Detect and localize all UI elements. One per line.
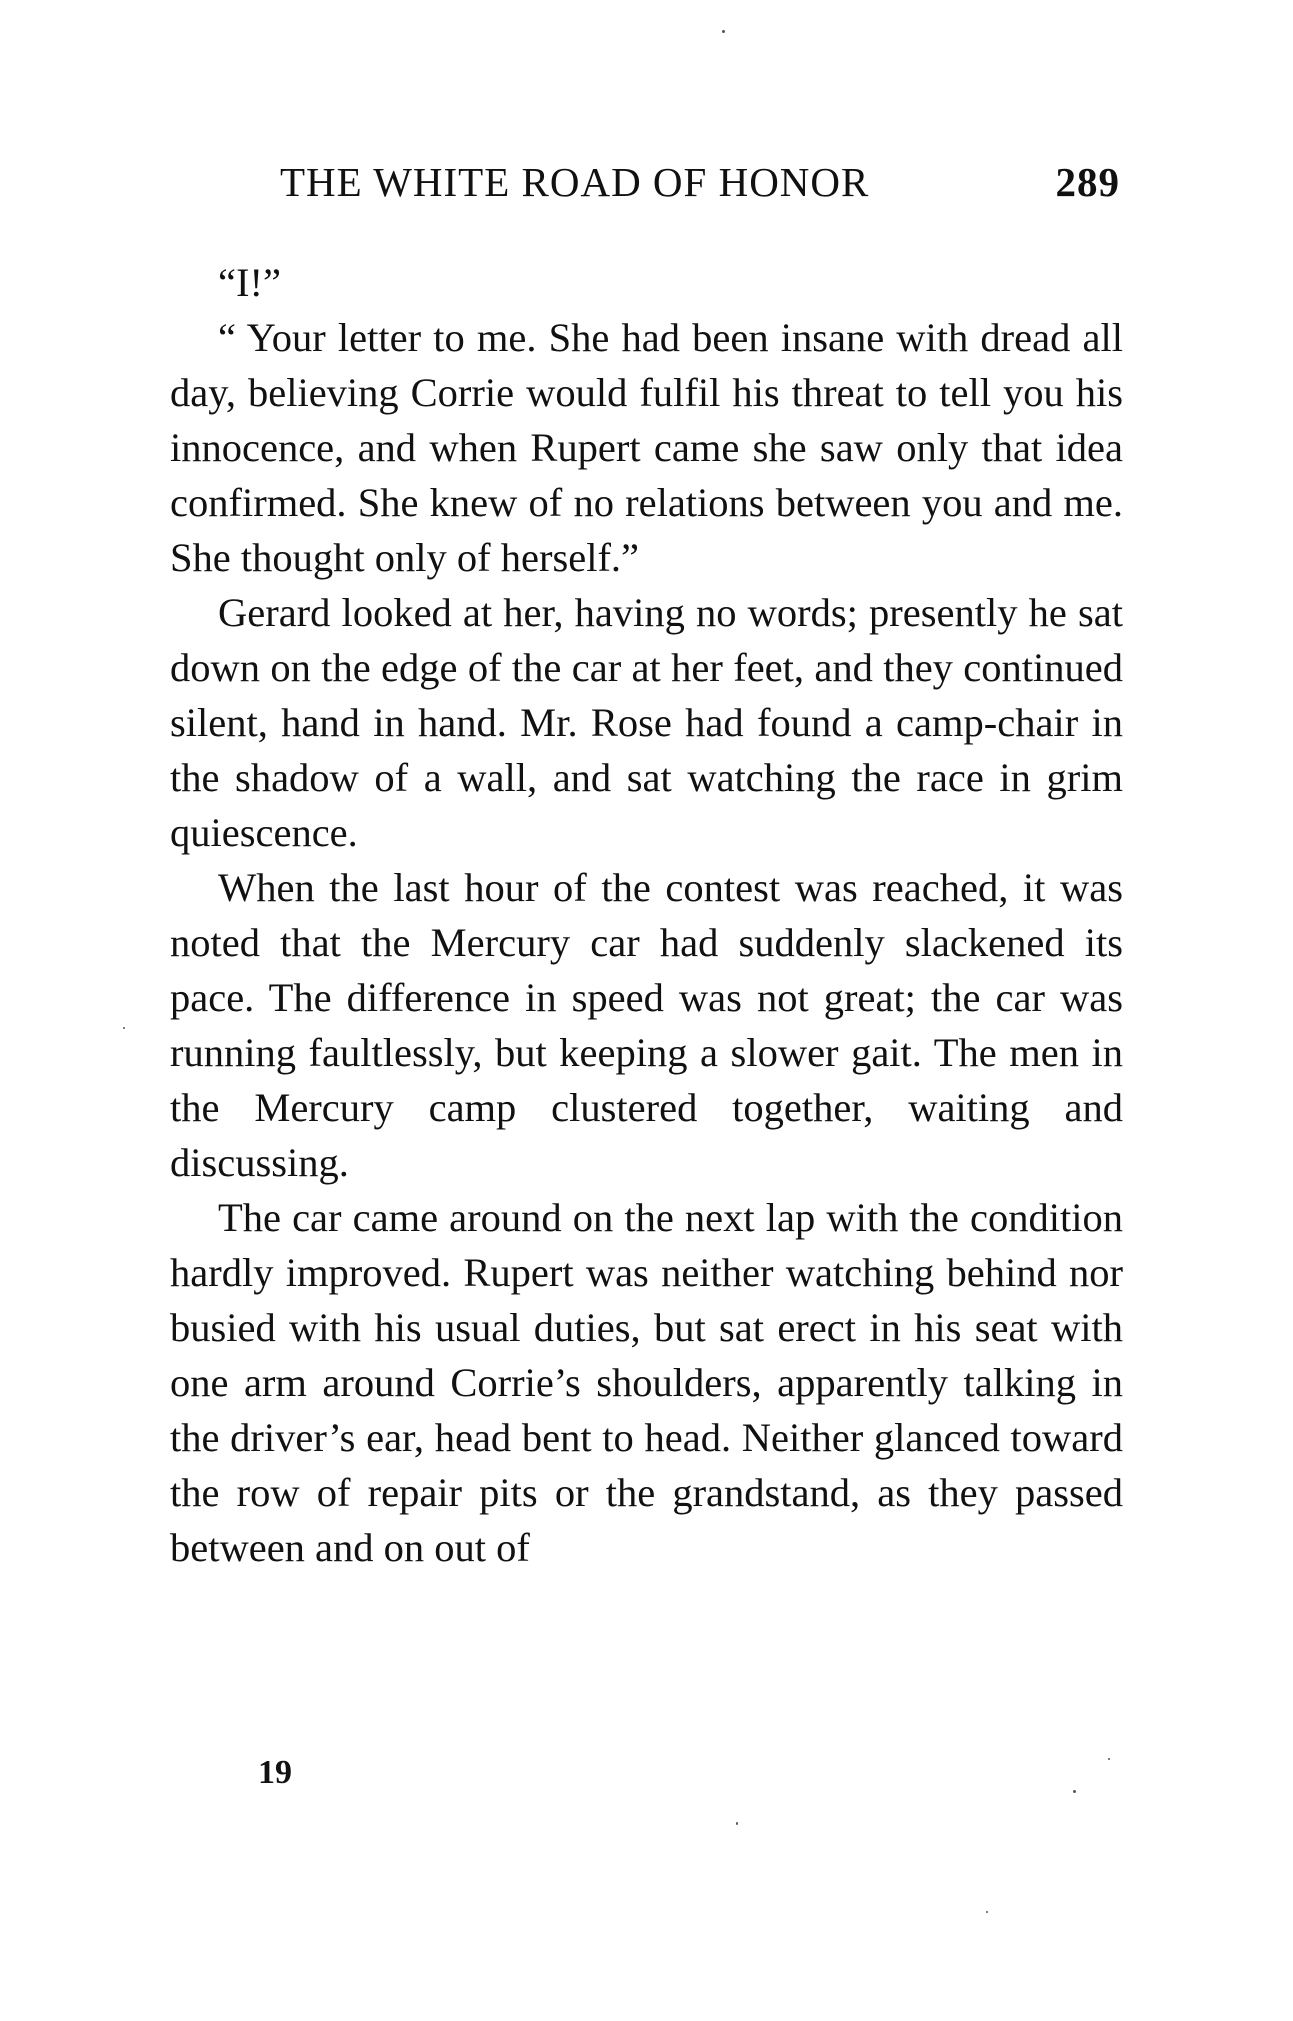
signature-mark: 19 xyxy=(258,1754,292,1791)
scan-speck xyxy=(736,1822,738,1825)
paragraph: Gerard looked at her, having no words; presently he sat down on the edge of the car at her feet, and they continued silent, hand in hand. Mr. Rose had found a camp-chair in the shadow of a wall, and sat watching the race in grim quiescence. xyxy=(170,590,1123,855)
paragraph: “ Your letter to me. She had been insane with dread all day, believing Corrie would fulfil his threat to tell you his innocence, and when Rupert came she saw only that idea confirmed. She knew of no relations between you and me. She thought only of herself.” xyxy=(170,315,1123,580)
scan-speck xyxy=(1108,1758,1110,1760)
paragraph: When the last hour of the contest was reached, it was noted that the Mercury car had suddenly slackened its pace. The difference in speed was not great; the car was running faultlessly, but keeping a slower gait. The men in the Mercury camp clustered together, waiting and discussing. xyxy=(170,865,1123,1185)
scan-speck xyxy=(123,1027,125,1029)
page-number: 289 xyxy=(1055,159,1120,205)
body-text xyxy=(170,255,1123,1575)
running-head xyxy=(280,158,1120,214)
scan-speck xyxy=(722,30,725,33)
scan-speck xyxy=(1073,1790,1076,1793)
scan-speck xyxy=(986,1911,988,1913)
paragraph: The car came around on the next lap with the condition hardly improved. Rupert was neither watching behind nor busied with his usual duties, but sat erect in his seat with one arm around Corrie’s shoulders, apparently talking in the driver’s ear, head bent to head. Neither glanced toward the row of repair pits or the grandstand, as they passed between and on out of xyxy=(170,1195,1123,1570)
running-title: THE WHITE ROAD OF HONOR xyxy=(280,159,870,205)
paragraph: “I!” xyxy=(218,260,281,305)
